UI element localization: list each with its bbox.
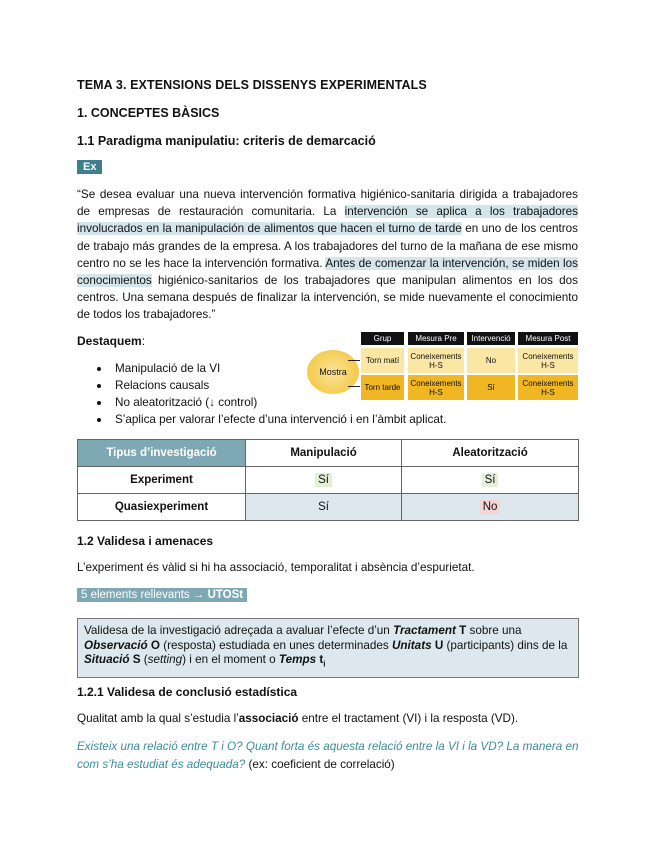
diagram-cell: Coneixements H-S xyxy=(408,375,464,400)
research-type-table xyxy=(77,439,579,521)
table-header-row xyxy=(78,440,579,467)
sample-circle: Mostra xyxy=(307,350,359,394)
table-cell: No xyxy=(402,494,579,521)
utos-tag: 5 elements rellevants → UTOSt xyxy=(77,588,247,602)
diagram-cell: Coneixements H-S xyxy=(518,348,578,373)
diagram-cell: No xyxy=(467,348,515,373)
table-header: Tipus d’investigació xyxy=(78,440,246,467)
section-heading-1-1: 1.1 Paradigma manipulatiu: criteris de demarcació xyxy=(77,134,376,148)
section-heading-1-2: 1.2 Validesa i amenaces xyxy=(77,534,214,548)
table-cell: Experiment xyxy=(78,467,246,494)
utos-definition-box: Validesa de la investigació adreçada a avaluar l’efecte d’un Tractament T sobre una Observació O (resposta) estudiada en unes determinades Unitats U (participants) dins de la Situació S (setting) i en el moment o Temps $t_i$ xyxy=(77,618,579,678)
table-row xyxy=(78,467,579,494)
table-cell: Sí xyxy=(246,494,402,521)
list-item: Manipulació de la VI xyxy=(77,360,446,377)
diagram-cell: Sí xyxy=(467,375,515,400)
validity-paragraph: L’experiment és vàlid si hi ha associació, temporalitat i absència d’espurietat. xyxy=(77,561,475,574)
arrow-connector xyxy=(348,386,360,387)
question-paragraph: Existeix una relació entre T i O? Quant forta és aquesta relació entre la VI i la VD? La manera en com s’ha estudiat és adequada? (ex: coeficient de correlació) xyxy=(77,740,579,771)
section-heading-1-2-1: 1.2.1 Validesa de conclusió estadística xyxy=(77,685,298,699)
table-row xyxy=(78,494,579,521)
arrow-connector xyxy=(348,360,360,361)
highlight-intervention: intervención se aplica a los trabajadores involucrados en la manipulación de alimentos que hacen el turno de tarde xyxy=(77,205,578,236)
list-item: No aleatorització (↓ control) xyxy=(77,394,446,411)
statistical-validity-paragraph: Qualitat amb la qual s’estudia l’associació entre el tractament (VI) i la resposta (VD). xyxy=(77,712,519,725)
highlight-pre-measure: Antes de comenzar la intervención, se miden los conocimientos xyxy=(77,256,578,288)
example-quote: “Se desea evaluar una nueva intervención formativa higiénico-sanitaria dirigida a trabajadores de empresas de restauración comunitaria. La intervención se aplica a los trabajadores involucrados en la manipulación de alimentos que hacen el turno de tarde en uno de los centros de trabajo más grandes de la empresa. A los trabajadores del turno de la mañana de ese mismo centro no se les hace la intervención formativa. Antes de comenzar la intervención, se miden los conocimientos higiénico-sanitarios de los trabajadores que manipulan alimentos en los dos centros. Una semana después de finalizar la intervención, se mide nuevamente el conocimiento de todos los trabajadores.” xyxy=(77,188,578,322)
diagram-cell: Coneixements H-S xyxy=(518,375,578,400)
diagram-header: Mesura Pre xyxy=(408,332,464,345)
destaquem-label: Destaquem: xyxy=(77,334,146,348)
list-item: S’aplica per valorar l’efecte d’una intervenció i en l’àmbit aplicat. xyxy=(77,411,446,428)
diagram-cell: Torn tarde xyxy=(361,375,404,400)
table-header: Manipulació xyxy=(246,440,402,467)
section-heading-1: 1. CONCEPTES BÀSICS xyxy=(77,106,220,120)
list-item: Relacions causals xyxy=(77,377,446,394)
diagram-header: Intervenció xyxy=(467,332,515,345)
diagram-header: Grup xyxy=(361,332,404,345)
example-badge: Ex xyxy=(77,160,102,174)
diagram-cell: Torn matí xyxy=(361,348,404,373)
topic-heading: TEMA 3. EXTENSIONS DELS DISSENYS EXPERIMENTALS xyxy=(77,78,427,92)
table-header: Aleatorització xyxy=(402,440,579,467)
diagram-header: Mesura Post xyxy=(518,332,578,345)
diagram-cell: Coneixements H-S xyxy=(408,348,464,373)
table-cell: Sí xyxy=(402,467,579,494)
table-cell: Sí xyxy=(246,467,402,494)
table-cell: Quasiexperiment xyxy=(78,494,246,521)
